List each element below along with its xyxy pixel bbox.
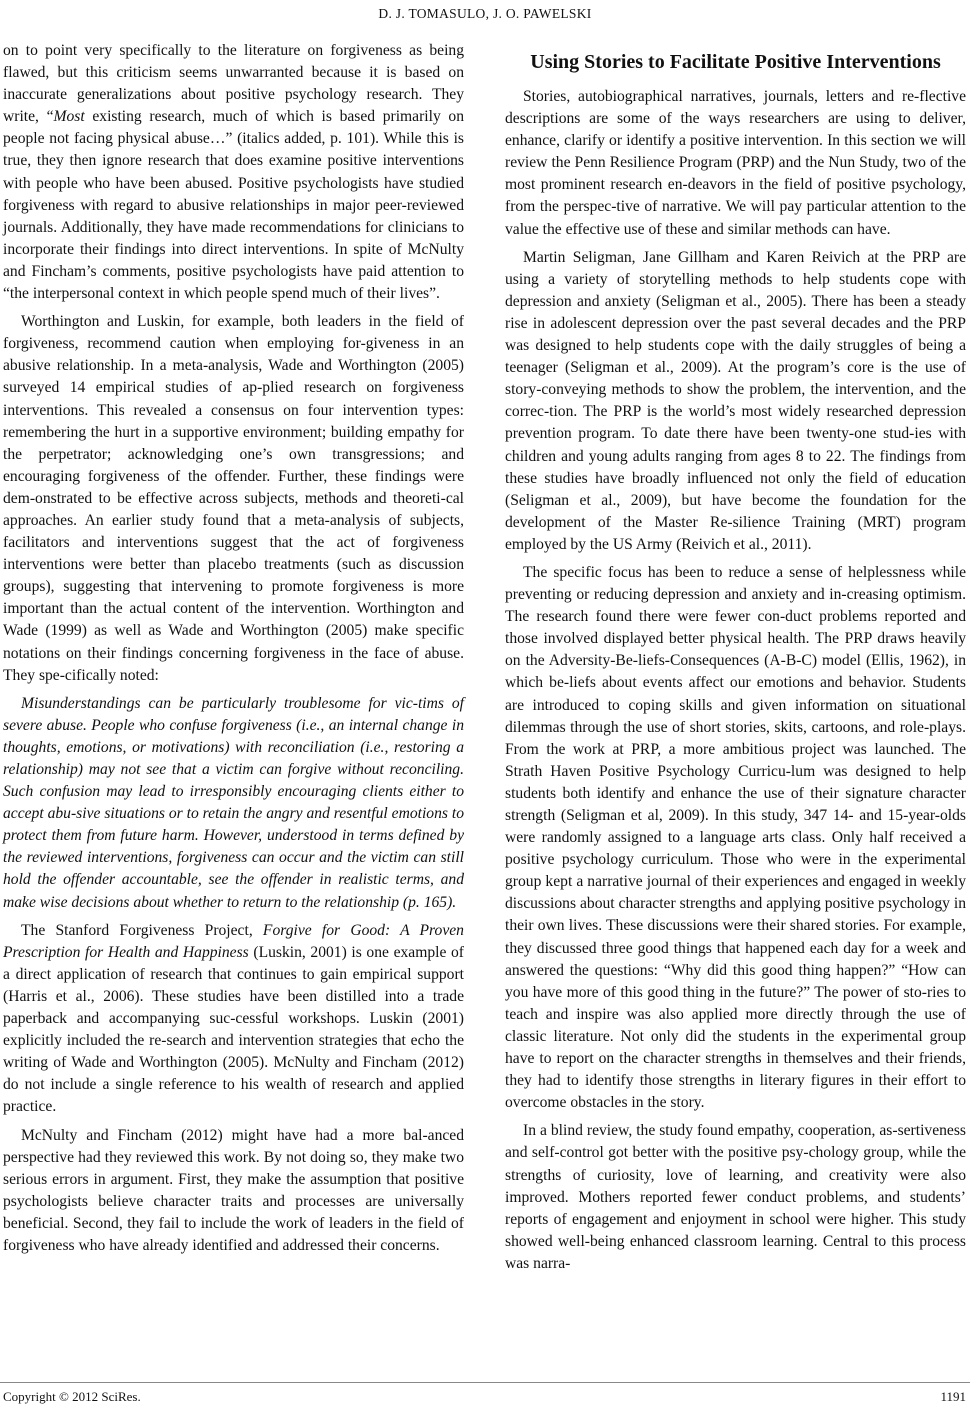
block-quote: Misunderstandings can be particularly troublesome for vic-tims of severe abuse. People who confuse forgiveness (i.e., an internal change in thoughts, emotions, or motivations) with reconciliation (i.e., restoring a relationship) may not see that a victim can forgive without reconciling. Such confusion may lead to irresponsibly encouraging clients either to accept abu-sive situations or to retain the angry and resentful emotions to protect them from future harm. However, understood in terms defined by the reviewed interventions, forgiveness can occur and the victim can still hold the offender accountable, see the offender in realistic terms, and make wise decisions about whether to return to the relationship (p. 165).: [3, 694, 464, 911]
text-run: existing research, much of which is based primarily on people not facing physical abuse…” (italics added, p. 101). While this is true, they then ignore research that does examine positive interventions with people who have been abused. Positive psychologists have studied forgiveness with regard to abusive relationships in major peer-reviewed journals. Additionally, they have made recommendations for clinicians to incorporate their findings into direct interventions. In spite of McNulty and Fincham’s comments, positive psychologists have paid attention to “the interpersonal context in which people spend much of their lives”.: [3, 108, 464, 303]
paragraph: McNulty and Fincham (2012) might have had a more bal-anced perspective had they reviewed this work. By not doing so, they make two serious errors in argument. First, they make the assumption that positive psychologists believe character traits and processes are universally beneficial. Second, they fail to include the work of leaders in the field of forgiveness who have already identified and addressed their concerns.: [3, 1126, 464, 1254]
paragraph: [3, 920, 464, 1119]
paragraph: [3, 40, 464, 305]
paragraph: The specific focus has been to reduce a sense of helplessness while preventing or reducing depression and anxiety and in-creasing optimism. The research found there were fewer con-duct problems reported and those involved displayed better physical health. The PRP draws heavily on the Adversity-Be-liefs-Consequences (A-B-C) model (Ellis, 1962), in which be-liefs about events affect our emotions and behavior. Students are introduced to coping skills and given information on situational dilemmas through the use of short stories, skits, cartoons, and role-plays. From the work at PRP, a more ambitious project was launched. The Strath Haven Positive Psychology Curricu-lum was designed to help students both identify and enhance the use of their signature character strength (Seligman et al, 2009). In this study, 347 14- and 15-year-olds were randomly assigned to a language arts class. Only half received a positive psychology curriculum. Those who were in the experimental group kept a narrative journal of their experiences and engaged in weekly discussions about character strengths and applying positive psychology in their own lives. These discussions were their shared stories. For example, they discussed three good things that happened each day for a week and answered the questions: “Why did this good thing happen?” “How can you have more of this good thing in the future?” The power of sto-ries to teach and inspire was also applied more directly through the use of classic literature. Not only did the students in the experimental group have to report on the character strengths in themselves and their friends, they had to identify those strengths in literary figures in their effort to overcome obstacles in the story.: [505, 563, 966, 1112]
footer-divider: [0, 1382, 970, 1383]
book-title: Forgive for Good: A Proven Prescription for Health and Happiness: [3, 921, 464, 961]
page-number: 1191: [940, 1389, 966, 1404]
paragraph: Martin Seligman, Jane Gillham and Karen Reivich at the PRP are using a variety of storytelling methods to help students cope with depression and anxiety (Seligman et al., 2005). There has been a steady rise in adolescent depression over the past several decades and the PRP was designed to help students cope with the daily struggles of being a teenager (Seligman et al., 2009). At the program’s core is the use of story-conveying methods to show the problem, the intervention, and the correc-tion. The PRP is the world’s most widely researched depression prevention program. To date there have been twenty-one stud-ies with children and young adults ranging from ages 8 to 22. The findings from these studies have broadly influenced not only the field of education (Seligman et al., 2009), but have become the foundation for the development of the Master Re-silience Training (MRT) program employed by the US Army (Reivich et al., 2011).: [505, 248, 966, 553]
text-run: (Luskin, 2001) is one example of a direct application of research that continues to gain empirical support (Harris et al., 2006). These studies have been distilled into a trade paperback and accompanying suc-cessful workshops. Luskin (2001) explicitly included the re-search and intervention strategies that echo the writing of Wade and Worthington (2005). McNulty and Fincham (2012) do not include a single reference to his wealth of research and applied practice.: [3, 943, 464, 1116]
paragraph: In a blind review, the study found empathy, cooperation, as-sertiveness and self-control got better with the positive psy-chology group, while the strengths of curiosity, love of learning, and creativity were also improved. Mothers reported fewer conduct problems, and students’ reports of engagement and enjoyment in school were higher. This study showed well-being enhanced classroom learning. Central to this process was narra-: [505, 1122, 966, 1272]
text-run: on to point very specifically to the literature on forgiveness as being flawed, but this criticism seems unwarranted because it is based on inaccurate generalizations about positive psychology research. They write, “: [3, 42, 464, 126]
copyright-notice: Copyright © 2012 SciRes.: [3, 1389, 141, 1404]
section-heading: Using Stories to Facilitate Positive Interventions: [530, 51, 941, 73]
italic-emphasis: Most: [53, 108, 85, 126]
paragraph: Stories, autobiographical narratives, journals, letters and re-flective descriptions are some of the ways researchers are using to deliver, enhance, clarify or identify a positive intervention. In this section we will review the Penn Resilience Program (PRP) and the Nun Study, two of the most prominent research en-deavors in the field of positive psychology, from the perspec-tive of narrative. We will pay particular attention to the value the effective use of these and similar methods can have.: [505, 88, 966, 238]
right-column: [505, 50, 966, 1281]
left-column: [3, 40, 464, 1263]
text-run: The Stanford Forgiveness Project,: [21, 921, 263, 939]
running-header: D. J. TOMASULO, J. O. PAWELSKI: [378, 6, 592, 21]
paragraph: Worthington and Luskin, for example, both leaders in the field of forgiveness, recommend caution when employing for-giveness in an abusive relationship. In a meta-analysis, Wade and Worthington (2005) surveyed 14 empirical studies of ap-plied research on forgiveness interventions. This revealed a consensus on four intervention types: remembering the hurt in a supportive environment; building empathy for the perpetrator; acknowledging one’s own transgressions; and encouraging forgiveness of the offender. Further, these findings were dem-onstrated to be effective across subjects, methods and theoreti-cal approaches. An earlier study found that a meta-analysis of subjects, facilitators and interventions suggest that the act of forgiveness interventions were better than placebo treatments (such as discussion groups), suggesting that intervening to promote forgiveness is more important than the actual content of the intervention. Worthington and Wade (1999) as well as Wade and Worthington (2005) make specific notations on their findings concerning forgiveness in the face of abuse. They spe-cifically noted:: [3, 313, 464, 684]
